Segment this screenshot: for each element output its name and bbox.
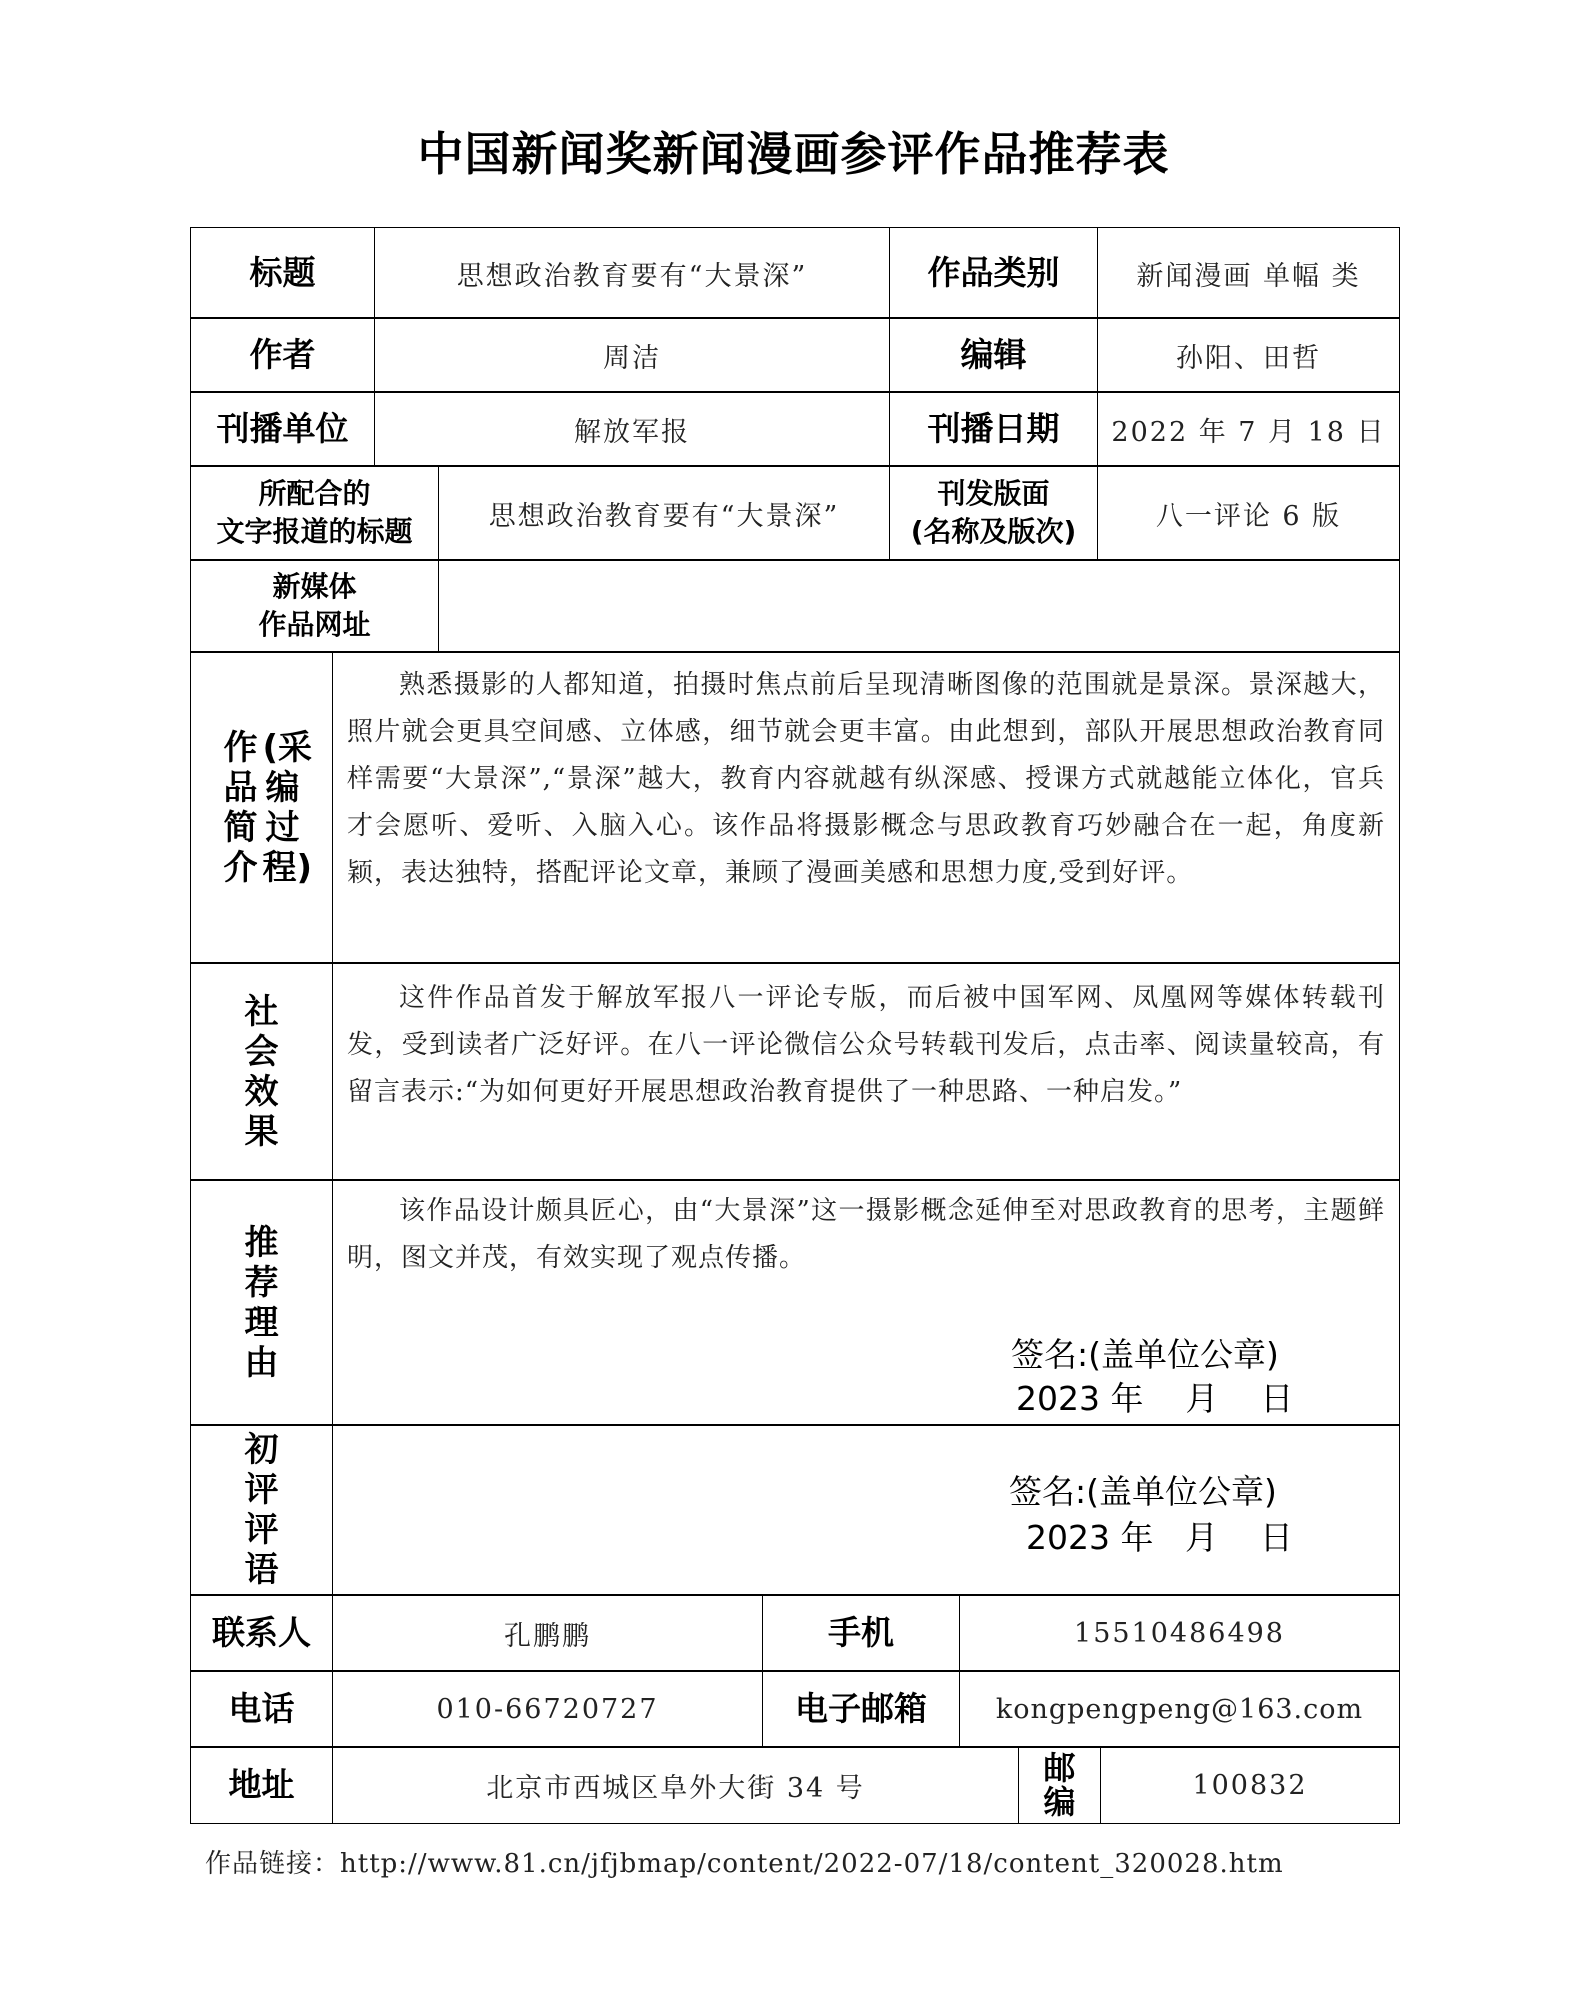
value-author: 周洁 — [374, 318, 889, 392]
review-date: 2023 年 月 日 — [1026, 1518, 1293, 1557]
label-page — [889, 466, 1097, 560]
label-effect-cell — [191, 963, 332, 1180]
row-author — [190, 317, 1400, 393]
label-article-title-line2: 文字报道的标题 — [216, 515, 413, 548]
label-category: 作品类别 — [889, 228, 1097, 318]
value-article-title: 思想政治教育要有“大景深” — [438, 466, 889, 560]
value-address: 北京市西城区阜外大街 34 号 — [332, 1747, 1018, 1823]
value-email: kongpengpeng@163.com — [959, 1671, 1399, 1747]
label-publisher: 刊播单位 — [216, 409, 349, 448]
label-reason-cell — [191, 1180, 332, 1425]
label-postcode-cell — [1018, 1747, 1100, 1823]
value-postcode: 100832 — [1100, 1747, 1399, 1823]
reason-signature: 签名:(盖单位公章) — [1011, 1335, 1279, 1374]
label-publish-date: 刊播日期 — [889, 392, 1097, 466]
value-title: 思想政治教育要有“大景深” — [374, 228, 889, 318]
label-contact: 联系人 — [212, 1613, 311, 1652]
work-link[interactable]: 作品链接：http://www.81.cn/jfjbmap/content/2022-07/18/content_320028.htm — [205, 1849, 1284, 1879]
row-article — [190, 465, 1400, 561]
row-new-media — [190, 559, 1400, 653]
row-review — [190, 1424, 1400, 1596]
row-intro — [190, 651, 1400, 964]
label-page-line2: (名称及版次) — [910, 515, 1077, 548]
row-reason — [190, 1179, 1400, 1426]
value-publish-date: 2022 年 7 月 18 日 — [1097, 392, 1399, 466]
intro-text: 熟悉摄影的人都知道，拍摄时焦点前后呈现清晰图像的范围就是景深。景深越大，照片就会更具空间感、立体感，细节就会更丰富。由此想到，部队开展思想政治教育同样需要“大景深”,“景深”越大，教育内容就越有纵深感、授课方式就越能立体化，官兵才会愿听、爱听、入脑入心。该作品将摄影概念与思政教育巧妙融合在一起，角度新颖，表达独特，搭配评论文章，兼顾了漫画美感和思想力度,受到好评。 — [347, 670, 1385, 888]
label-effect: 社会效果 — [244, 991, 279, 1152]
value-contact: 孔鹏鹏 — [332, 1595, 762, 1671]
form-title: 中国新闻奖新闻漫画参评作品推荐表 — [417, 127, 1170, 181]
review-signature: 签名:(盖单位公章) — [1009, 1472, 1277, 1511]
label-postcode: 邮编 — [1043, 1749, 1076, 1821]
label-email: 电子邮箱 — [762, 1671, 959, 1747]
label-intro-sub: (采编过程) — [262, 727, 313, 888]
label-intro — [191, 652, 332, 963]
label-new-media-line1: 新媒体 — [272, 570, 357, 603]
label-review-cell — [191, 1425, 332, 1595]
value-editor: 孙阳、田哲 — [1097, 318, 1399, 392]
value-page: 八一评论 6 版 — [1097, 466, 1399, 560]
row-effect — [190, 962, 1400, 1181]
label-article-title — [191, 466, 438, 560]
recommendation-form — [190, 227, 1400, 1830]
row-publisher — [190, 391, 1400, 467]
label-phone: 电话 — [228, 1689, 295, 1728]
label-mobile: 手机 — [762, 1595, 959, 1671]
row-address — [190, 1746, 1400, 1824]
reason-date: 2023 年 月 日 — [1016, 1379, 1294, 1418]
row-contact — [190, 1594, 1400, 1672]
label-editor: 编辑 — [889, 318, 1097, 392]
effect-text: 这件作品首发于解放军报八一评论专版，而后被中国军网、凤凰网等媒体转载刊发，受到读者广泛好评。在八一评论微信公众号转载刊发后，点击率、阅读量较高，有留言表示:“为如何更好开展思想政治教育提供了一种思路、一种启发。” — [347, 983, 1385, 1107]
label-reason: 推荐理由 — [244, 1222, 279, 1383]
row-title — [190, 227, 1400, 319]
label-new-media-url — [191, 560, 438, 652]
label-article-title-line1: 所配合的 — [258, 477, 371, 510]
label-new-media-line2: 作品网址 — [258, 608, 371, 641]
reason-text: 该作品设计颇具匠心，由“大景深”这一摄影概念延伸至对思政教育的思考，主题鲜明，图文并茂，有效实现了观点传播。 — [347, 1196, 1385, 1273]
row-phone — [190, 1670, 1400, 1748]
value-mobile: 15510486498 — [959, 1595, 1399, 1671]
label-author: 作者 — [249, 335, 316, 374]
value-phone: 010-66720727 — [332, 1671, 762, 1747]
label-intro-main: 作品简介 — [223, 727, 258, 888]
value-new-media-url — [438, 560, 1399, 652]
label-address: 地址 — [228, 1765, 295, 1804]
label-title: 标题 — [249, 253, 316, 292]
value-category: 新闻漫画 单幅 类 — [1097, 228, 1399, 318]
label-review: 初评评语 — [244, 1430, 279, 1590]
value-publisher: 解放军报 — [374, 392, 889, 466]
label-page-line1: 刊发版面 — [937, 477, 1050, 510]
